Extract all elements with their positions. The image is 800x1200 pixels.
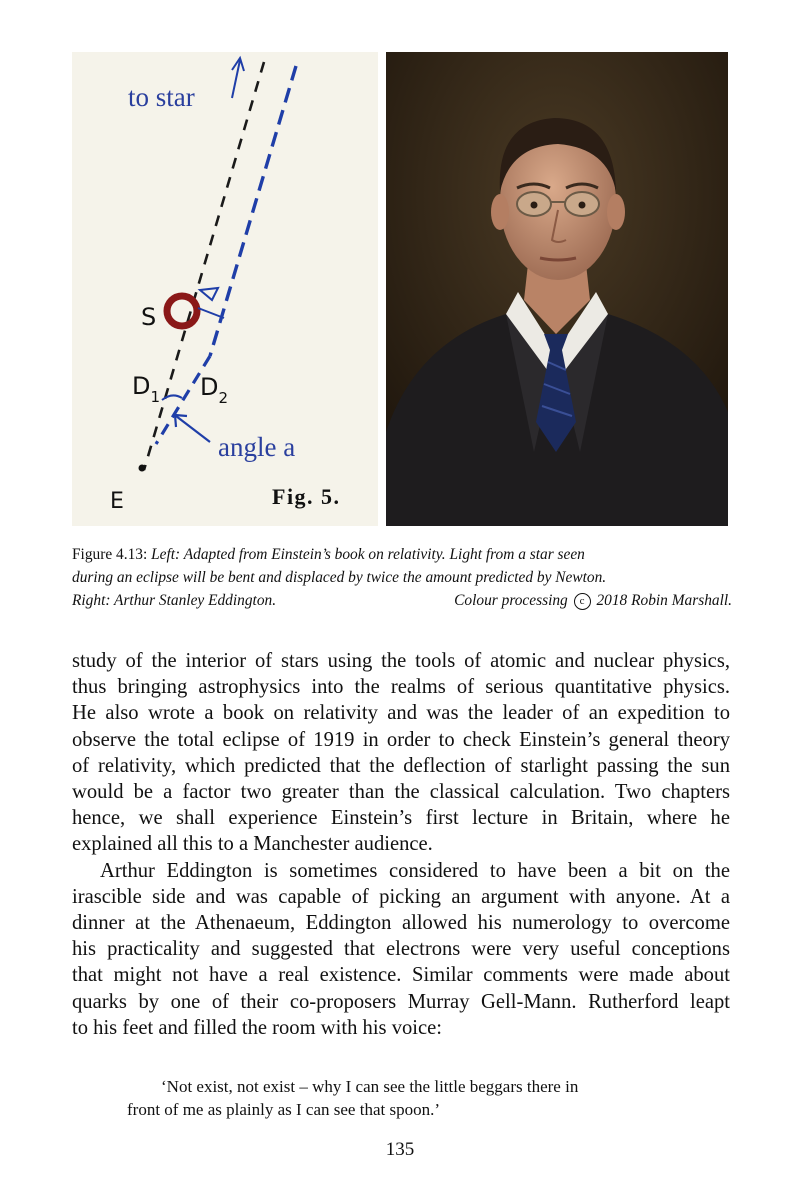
d1-label: $D_1$ [132,372,161,406]
body-line: explained all this to a Manchester audience. [72,833,433,856]
caption-line-2: during an eclipse will be bent and displaced by twice the amount predicted by Newton. [72,569,607,586]
body-line: thus bringing astrophysics into the realms of serious quantitative physics. [72,676,730,699]
quote-line-2: front of me as plainly as I can see that spoon.’ [127,1100,440,1119]
d2-label: $D_2$ [200,373,229,407]
body-line: hence, we shall experience Einstein’s first lecture in Britain, where he [72,807,730,830]
body-text [72,648,730,1041]
body-line: would be a factor two greater than the classical calculation. Two chapters [72,781,730,804]
to-star-label: to star [128,82,195,112]
caption-credit-suffix: 2018 Robin Marshall. [596,592,732,609]
earth-point [139,465,146,472]
figure-caption [72,543,732,612]
light-deflection-diagram [72,52,378,526]
caption-label: Figure 4.13: [72,546,148,563]
body-line: that might not have a real existence. Similar comments were made about [72,964,730,987]
quote-line-1: ‘Not exist, not exist – why I can see the little beggars there in [161,1077,579,1096]
block-quote [127,1075,687,1121]
portrait-photo [386,52,728,526]
body-line: irascible side and was capable of picking an argument with anyone. At a [72,885,730,908]
caption-line-3-left: Right: Arthur Stanley Eddington. [72,592,277,609]
copyright-icon: c [574,593,591,610]
caption-credit [454,589,732,612]
body-line: observe the total eclipse of 1919 in order to check Einstein’s general theory [72,728,730,751]
caption-line-1: Left: Adapted from Einstein’s book on relativity. Light from a star seen [151,546,585,563]
body-line: Arthur Eddington is sometimes considered to have been a bit on the [100,859,730,882]
body-line: quarks by one of their co-proposers Murray Gell-Mann. Rutherford leapt [72,990,730,1013]
body-line: to his feet and filled the room with his voice: [72,1016,443,1039]
light-deflection-figure [72,52,378,526]
sun-label: S [141,303,157,331]
page-number: 135 [385,1139,415,1160]
earth-label: E [110,489,124,514]
figure-number-label: Fig. 5. [272,484,341,509]
body-line: dinner at the Athenaeum, Eddington allowed his numerology to overcome [72,912,730,935]
caption-credit-prefix: Colour processing [454,592,568,609]
portrait-illustration [386,52,728,526]
body-line: study of the interior of stars using the tools of atomic and nuclear physics, [72,650,730,672]
angle-label: angle a [218,432,296,462]
body-line: He also wrote a book on relativity and was the leader of an expedition to [72,702,730,725]
body-line: of relativity, which predicted that the deflection of starlight passing the sun [72,754,730,777]
body-line: his practicality and suggested that electrons were very useful conceptions [72,938,730,961]
